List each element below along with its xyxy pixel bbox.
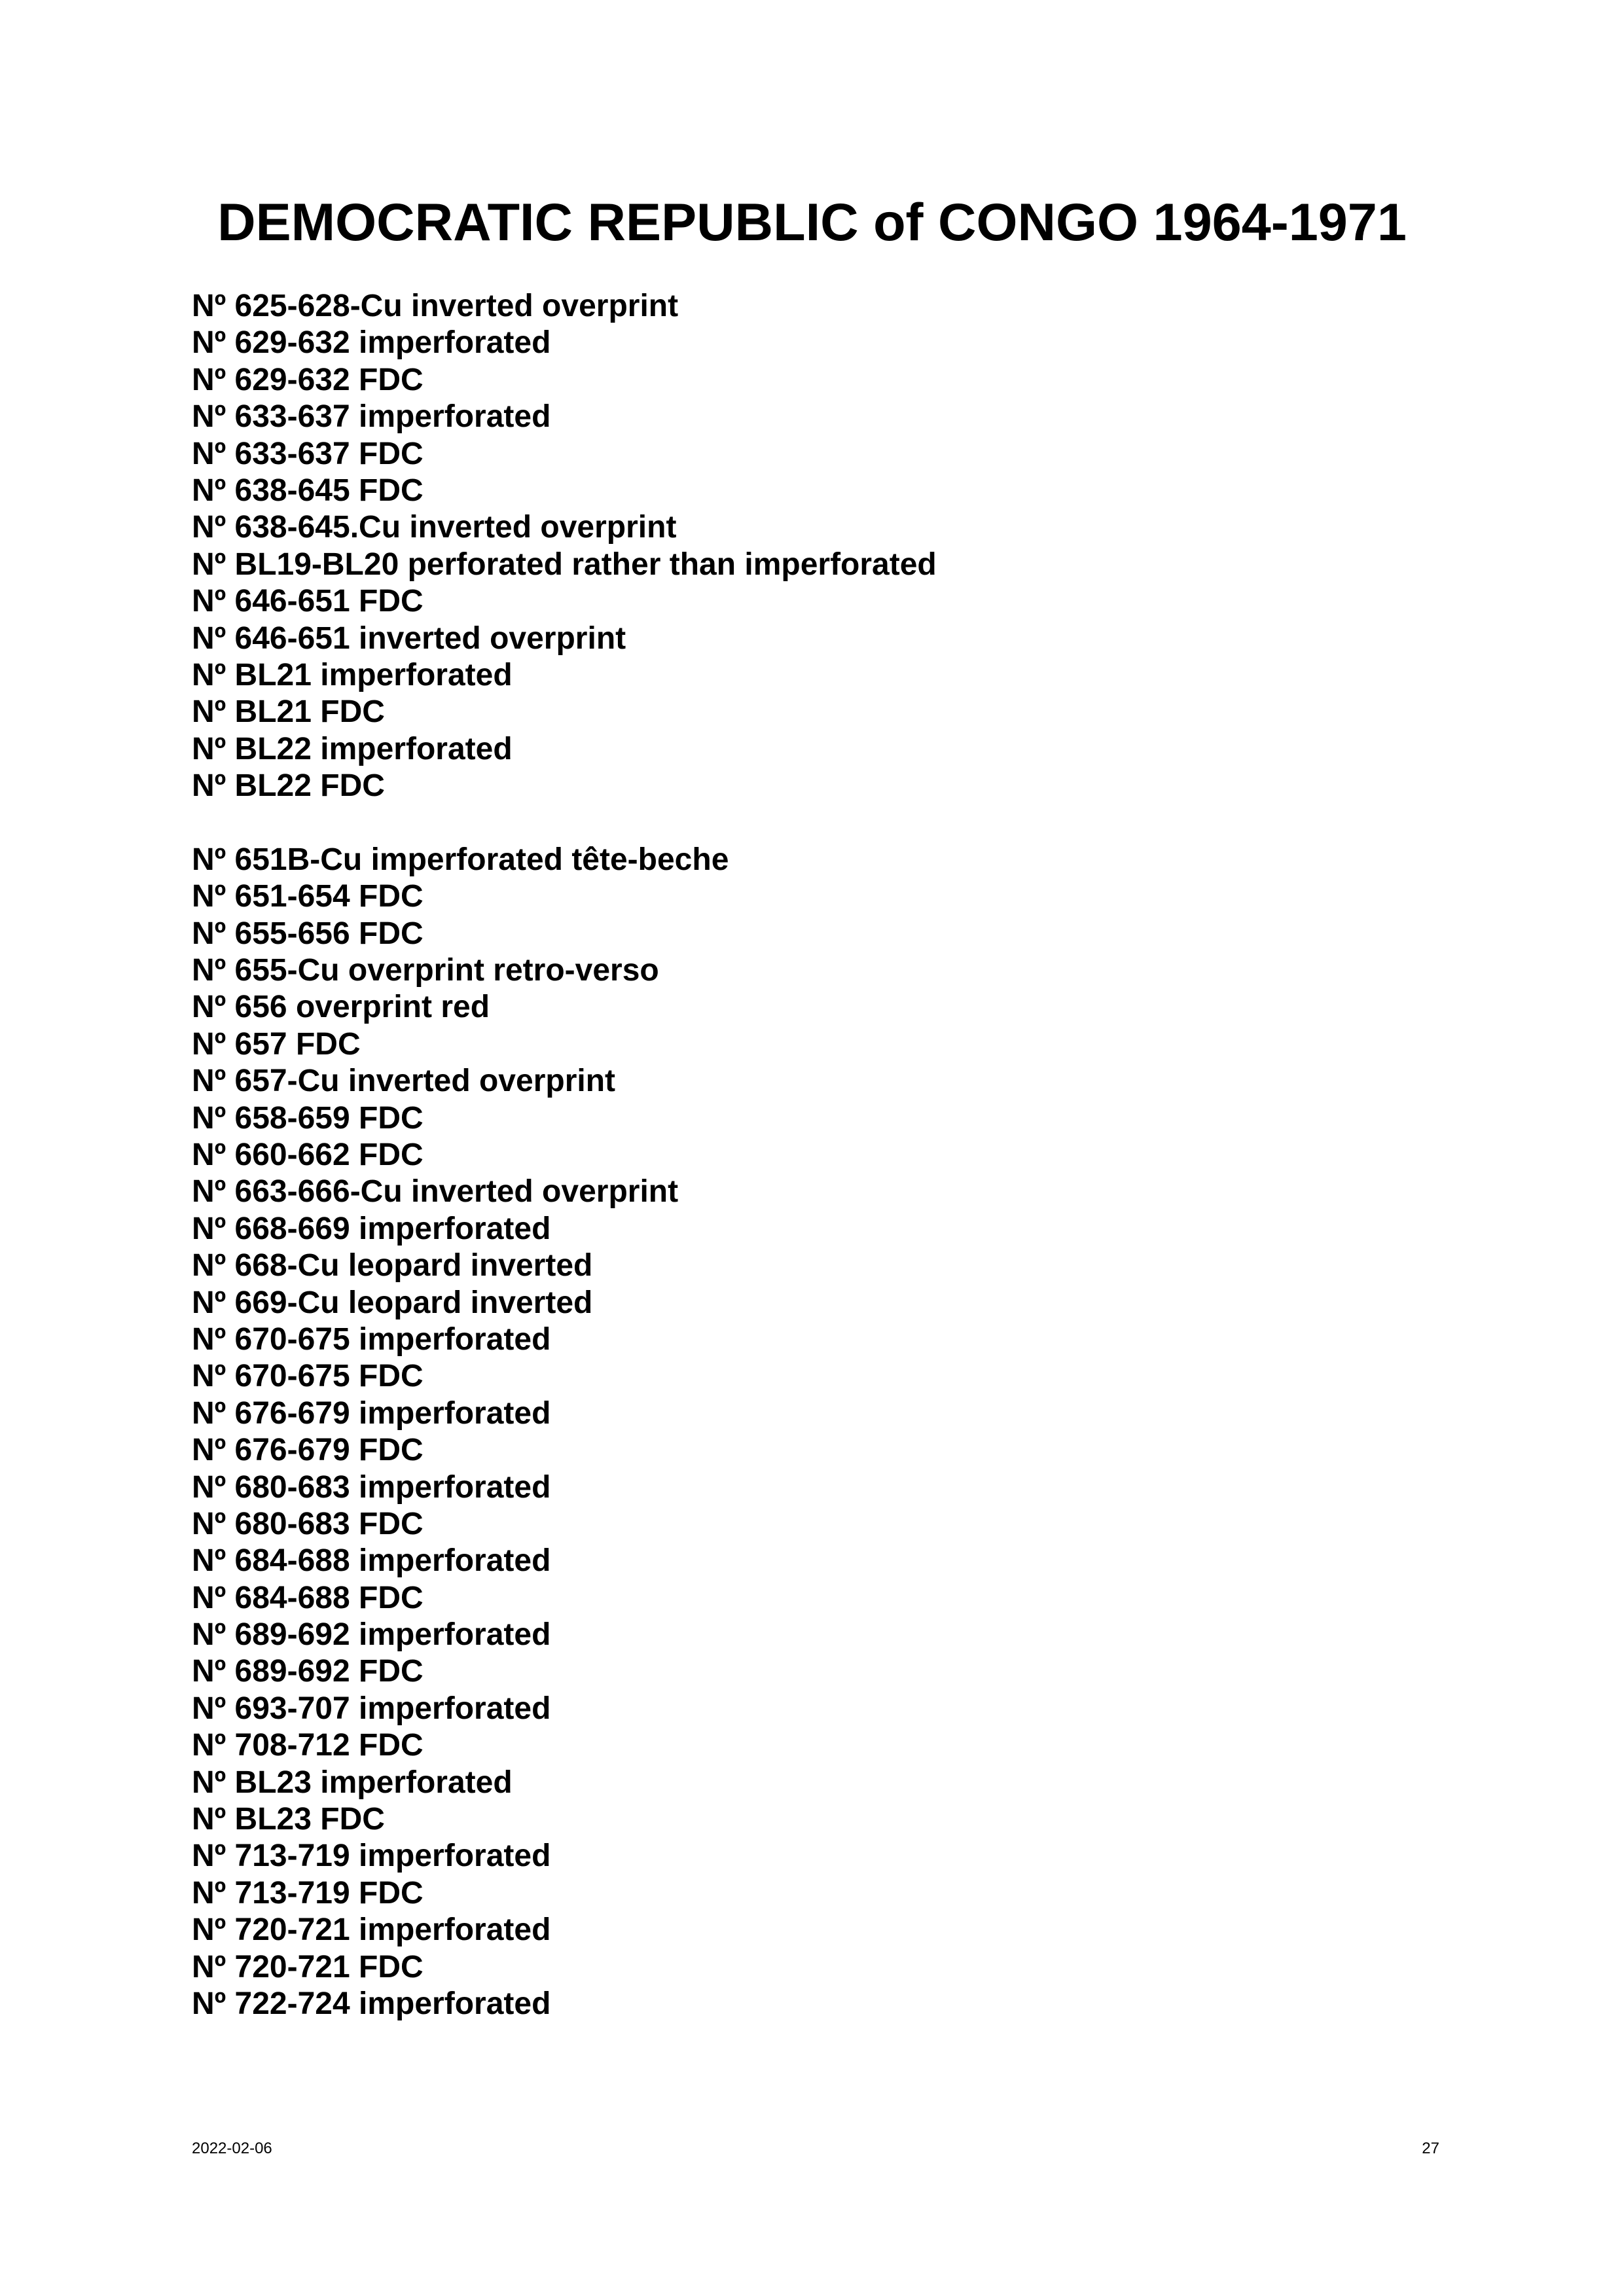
list-item: Nº BL21 FDC [192,694,385,730]
list-item: Nº BL21 imperforated [192,657,513,692]
list-item: Nº 680-683 FDC [192,1506,424,1541]
page-title: DEMOCRATIC REPUBLIC of CONGO 1964-1971 [217,193,1407,252]
list-item: Nº BL19-BL20 perforated rather than imperforated [192,547,937,582]
list-item: Nº 670-675 FDC [192,1359,424,1394]
list-item: Nº 646-651 FDC [192,584,424,619]
list-item: Nº 629-632 FDC [192,362,424,397]
list-item: Nº 629-632 imperforated [192,325,551,361]
page-number: 27 [1422,2140,1439,2157]
list-item: Nº 633-637 imperforated [192,399,551,435]
list-item: Nº 663-666-Cu inverted overprint [192,1174,679,1210]
list-item: Nº 658-659 FDC [192,1100,424,1136]
section-spacer [192,804,937,841]
list-item: Nº 713-719 FDC [192,1875,424,1910]
list-item: Nº 670-675 imperforated [192,1321,551,1357]
list-item: Nº 689-692 imperforated [192,1617,551,1653]
list-item: Nº 720-721 FDC [192,1949,424,1984]
list-item: Nº 676-679 imperforated [192,1395,551,1431]
list-item: Nº 668-669 imperforated [192,1211,551,1246]
footer-date: 2022-02-06 [192,2140,272,2157]
list-item: Nº 638-645.Cu inverted overprint [192,510,677,545]
list-item: Nº 651B-Cu imperforated tête-beche [192,842,729,877]
list-item: Nº 708-712 FDC [192,1728,424,1763]
list-item: Nº 693-707 imperforated [192,1691,551,1726]
list-item: Nº BL23 FDC [192,1802,385,1837]
list-item: Nº 638-645 FDC [192,473,424,508]
list-item: Nº 668-Cu leopard inverted [192,1248,593,1283]
list-item: Nº 655-656 FDC [192,916,424,951]
catalogue-list [192,288,937,2022]
list-item: Nº 722-724 imperforated [192,1986,551,2021]
list-item: Nº 646-651 inverted overprint [192,620,626,656]
list-item: Nº 657-Cu inverted overprint [192,1064,616,1099]
list-item: Nº 684-688 imperforated [192,1543,551,1579]
list-item: Nº BL22 FDC [192,768,385,804]
list-item: Nº 657 FDC [192,1026,361,1062]
list-item: Nº 676-679 FDC [192,1433,424,1468]
list-item: Nº 684-688 FDC [192,1580,424,1615]
list-item: Nº 625-628-Cu inverted overprint [192,289,679,323]
list-item: Nº 656 overprint red [192,990,490,1025]
list-item: Nº 651-654 FDC [192,879,424,914]
list-item: Nº 689-692 FDC [192,1654,424,1689]
list-item: Nº 660-662 FDC [192,1137,424,1172]
list-item: Nº BL23 imperforated [192,1765,513,1800]
list-item: Nº 669-Cu leopard inverted [192,1285,593,1320]
list-item: Nº 713-719 imperforated [192,1839,551,1874]
list-item: Nº 655-Cu overprint retro-verso [192,953,659,988]
list-item: Nº 633-637 FDC [192,436,424,471]
list-item: Nº 680-683 imperforated [192,1469,551,1505]
list-item: Nº 720-721 imperforated [192,1912,551,1948]
list-item: Nº BL22 imperforated [192,731,513,766]
